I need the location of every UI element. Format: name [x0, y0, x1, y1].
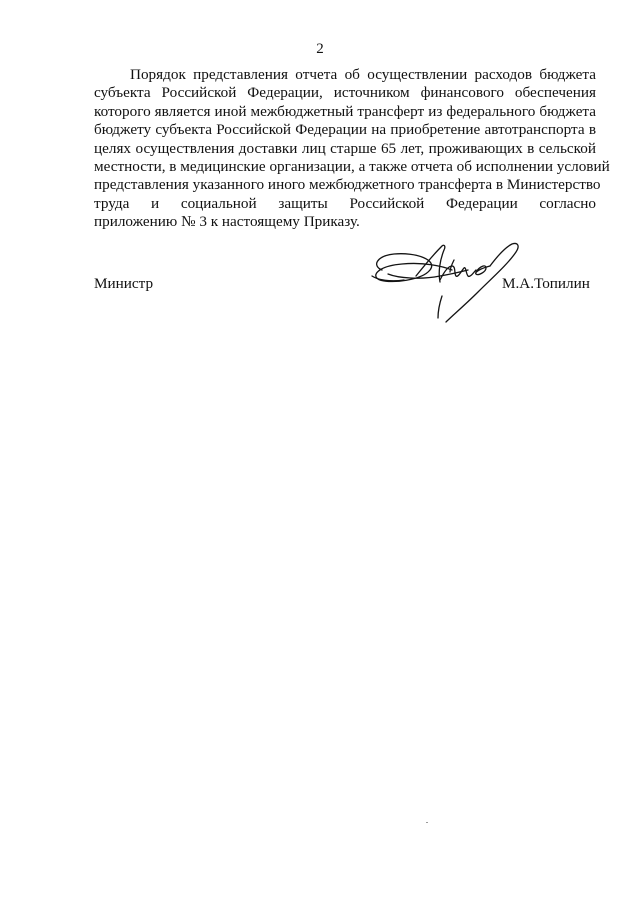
paragraph-line: которого является иной межбюджетный трансферт из федерального бюджета — [94, 102, 596, 120]
paragraph — [94, 66, 610, 232]
page-number: 2 — [316, 41, 324, 57]
paragraph-line: представления указанного иного межбюджетного трансферта в Министерство — [94, 176, 601, 194]
paragraph-line: целях осуществления доставки лиц старше 65 лет, проживающих в сельской — [94, 139, 596, 157]
scan-speck — [426, 822, 428, 823]
signer-name: М.А.Топилин — [502, 275, 590, 292]
signer-title: Министр — [94, 275, 154, 292]
paragraph-line: бюджету субъекта Российской Федерации на приобретение автотранспорта в — [94, 121, 596, 139]
paragraph-line: субъекта Российской Федерации, источником финансового обеспечения — [94, 84, 596, 102]
paragraph-line: местности, в медицинские организации, а также отчета об исполнении условий — [94, 158, 610, 176]
paragraph-line: Порядок представления отчета об осуществлении расходов бюджета — [130, 66, 596, 83]
paragraph-line: труда и социальной защиты Российской Федерации согласно — [94, 194, 596, 212]
paragraph-line: приложению № 3 к настоящему Приказу. — [94, 213, 360, 231]
